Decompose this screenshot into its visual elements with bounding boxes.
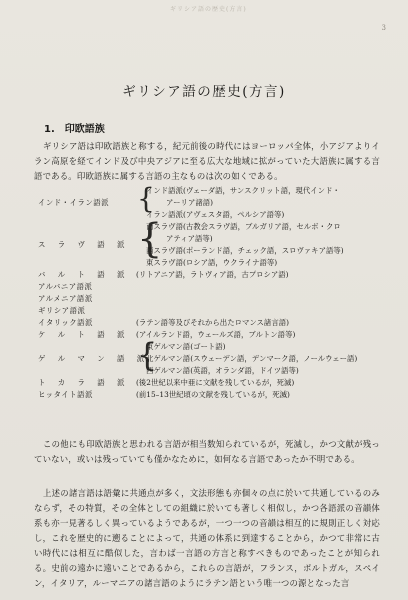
- tree-row: [38, 317, 388, 329]
- tree-row: [38, 269, 388, 281]
- brace-icon: {: [137, 182, 155, 215]
- branch-line: アーリア諸語): [166, 198, 214, 207]
- page-number: 3: [381, 24, 386, 32]
- branch-name: ゲ ル マ ン 語 派: [38, 354, 150, 363]
- paragraph-3: 上述の諸言語は語彙に共通点が多く，文法形態も亦個々の点に於いて共通しているのみならず，その特質，その全体としての組織に於いても著しく相似し，かつ各語派の音韻体系も亦一見著るしく異っているようであるが，一つ一つの音韻は相互的に規則正しく対応し，これを歴史的に遡ることによって，共通の体系に到達することから，かつて非常に古い時代には相互に酷似した，言わば一言語の方言と称すべきものであったことが知られる。史前の遠かに遠いことであるから，これらの言語が，フランス，ポルトガル，スペイン，イタリア，ルーマニアの諸言語のようにラテン語という唯一つの源となった言: [34, 488, 380, 588]
- tree-row: [38, 389, 388, 401]
- section-number: 1.: [44, 124, 55, 135]
- branch-desc: (後2世紀以来中亜に文献を残しているが，死滅): [136, 378, 295, 387]
- section-title: 印欧語族: [64, 124, 105, 135]
- tree-row: [38, 305, 388, 317]
- section-heading: [44, 120, 105, 135]
- branch-name: ケ ル ト 語 派: [38, 330, 130, 339]
- page-title: ギリシア語の歴史(方言): [122, 84, 286, 100]
- brace-icon: {: [137, 336, 158, 374]
- intro-paragraph: ギリシア語は印欧語族と称する，紀元前後の時代にはヨーロッパ全体，小アジアよりイラン高原を経てインド及び中央アジアに至る広大な地域に拡がっていた大語族に属する言語である。印欧語族に属する言語の主なものは次の如くである。: [34, 141, 380, 181]
- branch-line: 東スラヴ語(ロシア語，ウクライナ語等): [146, 258, 278, 267]
- brace-icon: {: [137, 216, 163, 262]
- branch-line: 南スラヴ語(古教会スラヴ語，ブルガリア語，セルボ・クロ: [146, 222, 341, 231]
- branch-desc: (リトアニア語，ラトヴィア語，古プロシア語): [136, 270, 289, 279]
- branch-name: イタリック語派: [38, 318, 93, 327]
- branch-line: アティア語等): [166, 234, 213, 243]
- branch-name: ヒッタイト語派: [38, 390, 93, 399]
- branch-line: 西ゲルマン語(英語，オランダ語，ドイツ語等): [146, 366, 299, 375]
- branch-name: ス ラ ヴ 語 派: [38, 240, 130, 249]
- branch-name: バ ル ト 語 派: [38, 270, 130, 279]
- tree-row: [38, 329, 388, 341]
- branch-line: 東ゲルマン語(ゴート語): [146, 342, 226, 351]
- language-family-tree: [38, 182, 388, 401]
- branch-desc: (アイルランド語，ウェールズ語，ブルトン語等): [136, 330, 296, 339]
- bleed-through-text: ギリシア語の歴史(方言): [170, 6, 247, 13]
- branch-name: インド・イラン語派: [38, 198, 110, 207]
- tree-row: [38, 377, 388, 389]
- branch-line: 北ゲルマン語(スウェーデン語，デンマーク語，ノールウェー語): [146, 354, 358, 363]
- branch-name: アルメニア語派: [38, 294, 93, 303]
- branch-desc: (ラテン語等及びそれから出たロマンス諸言語): [136, 318, 289, 327]
- branch-line: インド語派(ヴェーダ語，サンスクリット語，現代インド・: [146, 186, 340, 195]
- paragraph-2: この他にも印欧語族と思われる言語が相当数知られているが，死滅し，かつ文献が残っていない，或いは残っていても僅かなために，如何なる言語であったか不明である。: [34, 439, 380, 464]
- branch-name: ギリシア語派: [38, 306, 86, 315]
- branch-name: アルバニア語派: [38, 282, 93, 291]
- tree-row: [38, 281, 388, 293]
- tree-row: [38, 293, 388, 305]
- branch-name: ト カ ラ 語 派: [38, 378, 130, 387]
- branch-line: 西スラヴ語(ポーランド語，チェック語，スロヴァキア語等): [146, 246, 344, 255]
- branch-line: イラン語派(アヴェスタ語，ペルシア語等): [146, 210, 285, 219]
- branch-desc: (前15–13世紀頃の文献を残しているが，死滅): [136, 390, 290, 399]
